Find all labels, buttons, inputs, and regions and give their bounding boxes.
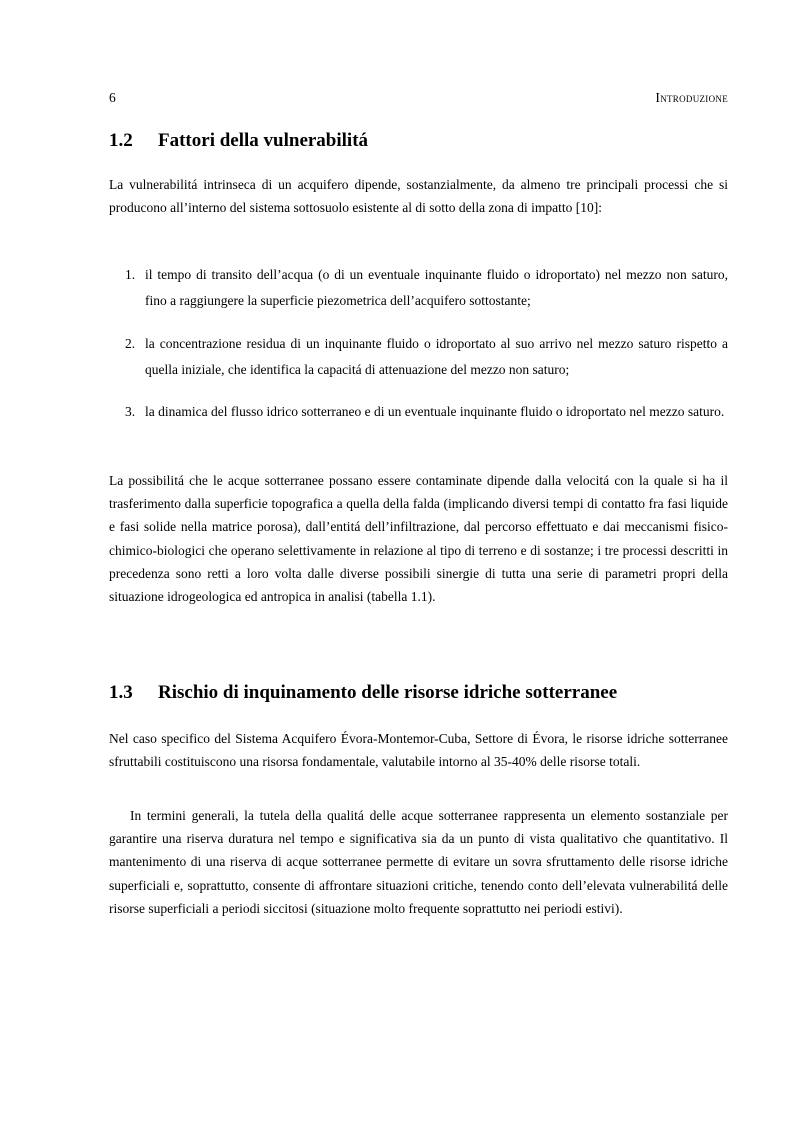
section-heading-1-2 [109, 130, 728, 152]
page-number: 6 [109, 90, 116, 105]
evora-paragraph: Nel caso specifico del Sistema Acquifero Évora-Montemor-Cuba, Settore di Évora, le risorse idriche sotterranee sfruttabili costituiscono una risorsa fondamentale, valutabile intorno al 35-40% delle risorse totali. [109, 731, 728, 770]
protection-paragraph: In termini generali, la tutela della qualitá delle acque sotterranee rappresenta un elemento sostanziale per garantire una riserva duratura nel tempo e significativa sia da un punto di vista qualitativo che quantitativo. Il mantenimento di una riserva di acque sotterranee permette di evitare un sovra sfruttamento delle risorse idriche superficiali e, soprattutto, consente di affrontare situazioni critiche, tenendo conto dell’elevata vulnerabilitá delle risorse superficiali a periodi siccitosi (situazione molto frequente soprattutto nei periodi estivi). [109, 808, 728, 916]
contamination-paragraph: La possibilitá che le acque sotterranee possano essere contaminate dipende dalla velocitá con la quale si ha il trasferimento dalla superficie topografica a quella della falda (implicando diversi tempi di contatto fra fasi liquide e fasi solide nella matrice porosa), dall’entitá dell’infiltrazione, dal percorso effettuato e dai meccanismi fisico-chimico-biologici che operano selettivamente in relazione al tipo di terreno e di sostanze; i tre processi descritti in precedenza sono retti a loro volta dalle diverse possibili sinergie di tutta una serie di parametri propri della situazione idrogeologica ed antropica in analisi (tabella 1.1). [109, 473, 728, 605]
list-item-text: la concentrazione residua di un inquinante fluido o idroportato al suo arrivo nel mezzo saturo rispetto a quella iniziale, che identifica la capacitá di attenuazione del mezzo non saturo; [145, 336, 728, 377]
list-marker: 3. [125, 404, 136, 419]
list-marker: 2. [125, 336, 136, 351]
list-item-text: il tempo di transito dell’acqua (o di un eventuale inquinante fluido o idroportato) nel mezzo non saturo, fino a raggiungere la superficie piezometrica dell’acquifero sottostante; [145, 267, 728, 308]
list-marker: 1. [125, 267, 136, 282]
list-item-text: la dinamica del flusso idrico sotterraneo e di un eventuale inquinante fluido o idroportato nel mezzo saturo. [145, 404, 725, 419]
section-title: Rischio di inquinamento delle risorse idriche sotterranee [158, 682, 618, 703]
intro-paragraph: La vulnerabilitá intrinseca di un acquifero dipende, sostanzialmente, da almeno tre principali processi che si producono all’interno del sistema sottosuolo esistente al di sotto della zona di impatto [10]: [109, 177, 728, 216]
section-title: Fattori della vulnerabilitá [158, 130, 369, 151]
section-heading-1-3 [109, 682, 728, 704]
section-number: 1.2 [109, 130, 133, 151]
section-number: 1.3 [109, 682, 133, 703]
running-title: Introduzione [655, 90, 728, 105]
